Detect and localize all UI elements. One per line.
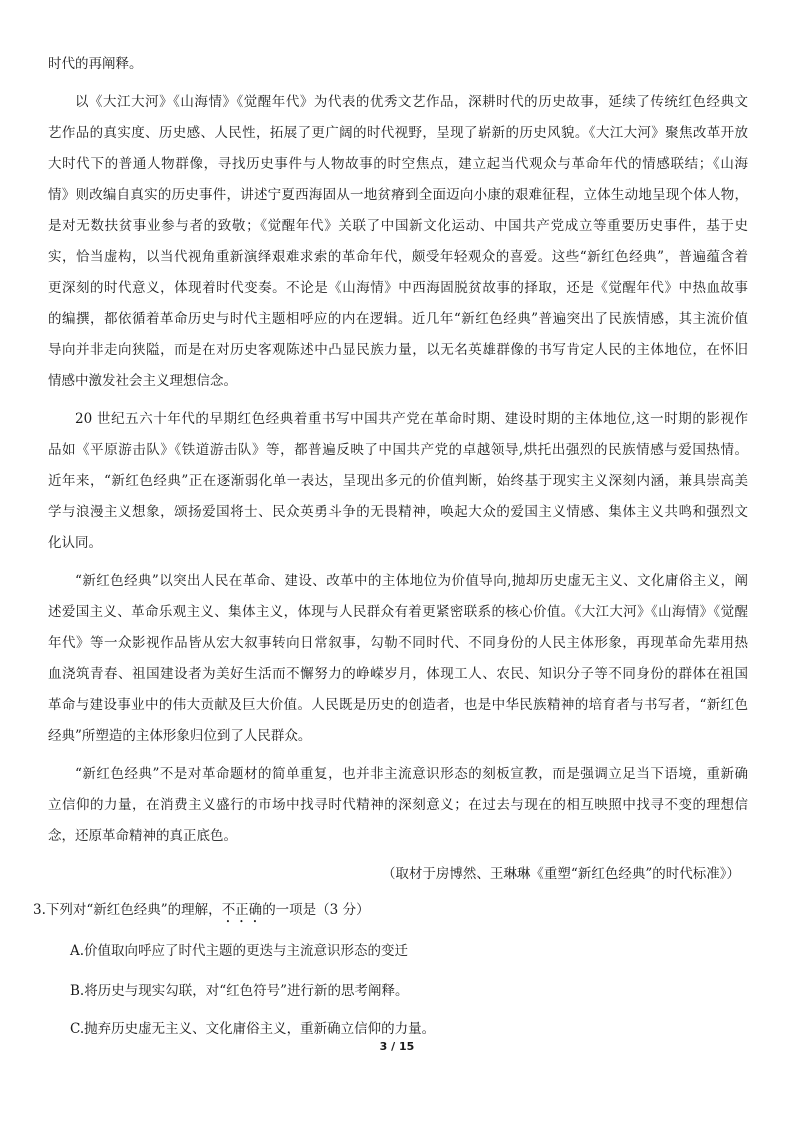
- text-line: “新红色经典”以突出人民在革命、建设、改革中的主体地位为价值导向,抛却历史虚无主义、文化庸俗主义，阐: [75, 573, 748, 589]
- text-line: 年代》等一众影视作品皆从宏大叙事转向日常叙事，勾勒不同时代、不同身份的人民主体形象，再现革命先辈用热: [48, 635, 748, 651]
- text-line: 导向并非走向狭隘，而是在对历史客观陈述中凸显民族力量，以无名英雄群像的书写肯定人民的主体地位，在怀旧: [48, 342, 748, 358]
- option-a: A.价值取向呼应了时代主题的更迭与主流意识形态的变迁: [70, 943, 409, 959]
- text-line: 经典”所塑造的主体形象归位到了人民群众。: [48, 728, 312, 744]
- text-line: 的编撰，都依循着革命历史与时代主题相呼应的内在逻辑。近几年“新红色经典”普遍突出了民族情感，其主流价值: [48, 311, 748, 327]
- text-line: 实，恰当虚构，以当代视角重新演绎艰难求索的革命年代，颇受年轻观众的喜爱。这些“新红色经典”，普遍蕴含着: [48, 249, 748, 265]
- source-citation: （取材于房博然、王琳琳《重塑“新红色经典”的时代标准》）: [381, 866, 740, 882]
- question-emphasis: 不正确: [221, 902, 263, 918]
- text-line: 情》则改编自真实的历史事件，讲述宁夏西海固从一地贫瘠到全面迈向小康的艰难征程，立体生动地呈现个体人物，: [48, 187, 748, 203]
- option-c: C.抛弃历史虚无主义、文化庸俗主义，重新确立信仰的力量。: [70, 1021, 436, 1037]
- text-line: 化认同。: [48, 535, 102, 551]
- text-line: 念，还原革命精神的真正底色。: [48, 828, 237, 844]
- text-line: 血浇筑青春、祖国建设者为美好生活而不懈努力的峥嵘岁月，体现工人、农民、知识分子等不同身份的群体在祖国: [48, 666, 748, 682]
- text-line: 近年来，“新红色经典”正在逐渐弱化单一表达，呈现出多元的价值判断，始终基于现实主义深刻内涵，兼具崇高美: [48, 473, 748, 489]
- text-line: 立信仰的力量，在消费主义盛行的市场中找寻时代精神的深刻意义；在过去与现在的相互映照中找寻不变的理想信: [48, 797, 748, 813]
- text-line: 大时代下的普通人物群像，寻找历史事件与人物故事的时空焦点，建立起当代观众与革命年代的情感联结；《山海: [48, 156, 748, 172]
- text-line: 情感中激发社会主义理想信念。: [48, 373, 237, 389]
- text-line: 20 世纪五六十年代的早期红色经典着重书写中国共产党在革命时期、建设时期的主体地位,这一时期的影视作: [75, 411, 748, 427]
- question-prefix: 3.下列对“新红色经典”的理解，: [33, 902, 222, 918]
- text-line: 以《大江大河》《山海情》《觉醒年代》为代表的优秀文艺作品，深耕时代的历史故事，延续了传统红色经典文: [75, 94, 748, 110]
- text-line: 述爱国主义、革命乐观主义、集体主义，体现与人民群众有着更紧密联系的核心价值。《大江大河》《山海情》《觉醒: [48, 604, 748, 620]
- text-line: 革命与建设事业中的伟大贡献及巨大价值。人民既是历史的创造者，也是中华民族精神的培育者与书写者，“新红色: [48, 697, 748, 713]
- question-suffix: 的一项是（3 分）: [262, 902, 370, 918]
- text-line: 学与浪漫主义想象，颂扬爱国将士、民众英勇斗争的无畏精神，唤起大众的爱国主义情感、集体主义共鸣和强烈文: [48, 504, 748, 520]
- text-line: 品如《平原游击队》《铁道游击队》等，都普遍反映了中国共产党的卓越领导,烘托出强烈的民族情感与爱国热情。: [48, 442, 748, 458]
- text-line: 是对无数扶贫事业参与者的致敬；《觉醒年代》关联了中国新文化运动、中国共产党成立等重要历史事件，基于史: [48, 218, 748, 234]
- question-stem: [33, 900, 748, 926]
- text-line: 时代的再阐释。: [48, 56, 143, 72]
- text-line: 更深刻的时代意义，体现着时代变奏。不论是《山海情》中西海固脱贫故事的择取，还是《觉醒年代》中热血故事: [48, 280, 748, 296]
- text-line: 艺作品的真实度、历史感、人民性，拓展了更广阔的时代视野，呈现了崭新的历史风貌。《大江大河》聚焦改革开放: [48, 125, 748, 141]
- text-line: “新红色经典”不是对革命题材的简单重复，也并非主流意识形态的刻板宣教，而是强调立足当下语境，重新确: [75, 766, 748, 782]
- option-b: B.将历史与现实勾联，对“红色符号”进行新的思考阐释。: [70, 983, 409, 999]
- page-number: 3 / 15: [379, 1040, 415, 1053]
